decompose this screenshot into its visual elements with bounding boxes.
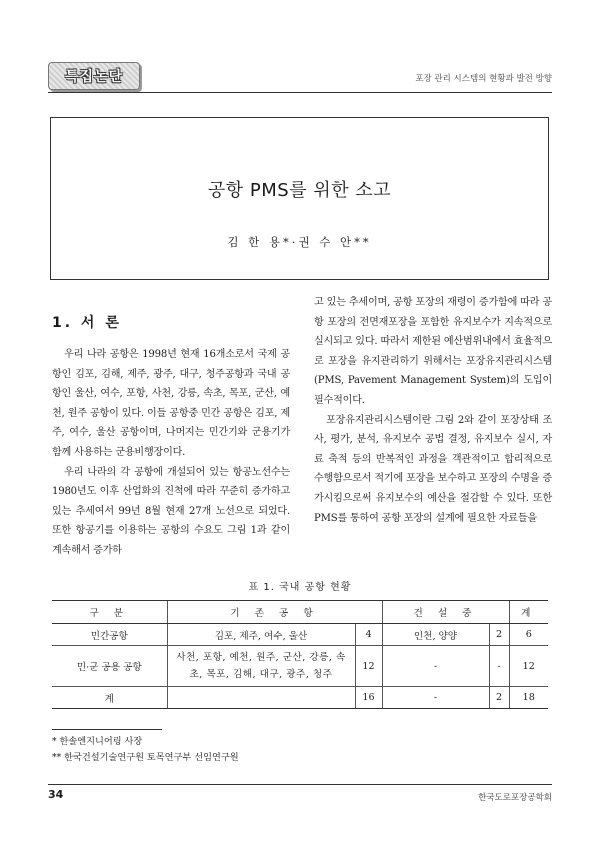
footer-organization: 한국도로포장공학회 bbox=[478, 793, 552, 803]
paragraph: 포장유지관리시스템이란 그림 2와 같이 포장상태 조사, 평가, 분석, 유지보수 공법 결정, 유지보수 실시, 자료 축적 등의 반복적인 과정을 객관적이고 합리적으로 수행함으로서 적기에 포장을 보수하고 포장의 수명을 증가시킴으로써 유지보수의 예산을 절감할 수 있다. 또한 PMS를 통하여 공항 포장의 설계에 필요한 자료들을 bbox=[314, 414, 552, 524]
cell-existing bbox=[167, 687, 355, 709]
footnote: ** 한국건설기술연구원 토목연구부 선임연구원 bbox=[52, 752, 239, 763]
article-authors: 김 한 용*·권 수 안** bbox=[227, 235, 372, 249]
cell-category: 계 bbox=[52, 687, 167, 709]
paragraph: 고 있는 추세이며, 공항 포장의 재령이 증가함에 따라 공항 포장의 전면재포장을 포함한 유지보수가 지속적으로 실시되고 있다. 따라서 제한된 예산범위내에서 효율적으로 포장을 유지관리하기 위해서는 포장유지관리시스템(PMS, Pavement Management System)의 도입이 필수적이다. bbox=[314, 297, 552, 406]
cell-total: 6 bbox=[509, 624, 548, 646]
cell-construction-count: 2 bbox=[489, 687, 509, 709]
right-column bbox=[314, 293, 552, 528]
cell-construction-count: - bbox=[489, 646, 509, 687]
cell-category: 민·군 공용 공항 bbox=[52, 646, 167, 687]
table-row bbox=[52, 687, 548, 709]
footer-rule bbox=[48, 784, 552, 785]
page-number: 34 bbox=[48, 788, 64, 801]
footnote: * 한솔엔지니어링 사장 bbox=[52, 736, 143, 747]
paragraph: 우리 나라 공항은 1998년 현재 16개소로서 국제 공항인 김포, 김해, 제주, 광주, 대구, 청주공항과 국내 공항인 울산, 여수, 포항, 사천, 강릉, 속초, 목포, 군산, 예천, 원주 공항이 있다. 이들 공항중 민간 공항은 김포, 제주, 여수, 울산 공항이며, 나머지는 민간기와 군용기가 함께 사용하는 군용비행장이다. bbox=[52, 349, 290, 458]
cell-construction: - bbox=[382, 687, 489, 709]
section-tag-label: 특집논단 bbox=[64, 69, 124, 85]
section-heading: 1. 서 론 bbox=[52, 315, 122, 331]
left-column bbox=[52, 345, 290, 561]
cell-existing: 김포, 제주, 여수, 울산 bbox=[167, 624, 355, 646]
paragraph: 우리 나라의 각 공항에 개설되어 있는 항공노선수는 1980년도 이후 산업화의 진척에 따라 꾸준히 증가하고 있는 추세여서 99년 8월 현재 27개 노선으로 되었다. 또한 항공기를 이용하는 공항의 수요도 그림 1과 같이 계속해서 증가하 bbox=[52, 466, 290, 556]
footnote-rule bbox=[52, 729, 162, 730]
table-row bbox=[52, 646, 548, 687]
cell-existing: 사천, 포항, 예천, 원주, 군산, 강릉, 속초, 목포, 김해, 대구, 광주, 청주 bbox=[167, 646, 355, 687]
header-existing: 기 존 공 항 bbox=[167, 601, 382, 624]
header-rule bbox=[48, 92, 552, 93]
cell-construction-count: 2 bbox=[489, 624, 509, 646]
cell-category: 민간공항 bbox=[52, 624, 167, 646]
airport-table bbox=[52, 600, 548, 709]
cell-total: 18 bbox=[509, 687, 548, 709]
cell-construction: 인천, 양양 bbox=[382, 624, 489, 646]
cell-existing-count: 12 bbox=[355, 646, 382, 687]
table-header-row bbox=[52, 601, 548, 624]
cell-total: 12 bbox=[509, 646, 548, 687]
header-category: 구 분 bbox=[52, 601, 167, 624]
header-total: 계 bbox=[509, 601, 548, 624]
header-construction: 건 설 중 bbox=[382, 601, 509, 624]
running-head: 포장 관리 시스템의 현황과 발전 방향 bbox=[415, 74, 552, 84]
table-caption: 표 1. 국내 공항 현황 bbox=[248, 582, 352, 593]
table-row bbox=[52, 624, 548, 646]
cell-existing-count: 4 bbox=[355, 624, 382, 646]
cell-existing-count: 16 bbox=[355, 687, 382, 709]
article-title: 공항 PMS를 위한 소고 bbox=[207, 180, 392, 201]
cell-construction: - bbox=[382, 646, 489, 687]
section-tag bbox=[48, 62, 140, 90]
